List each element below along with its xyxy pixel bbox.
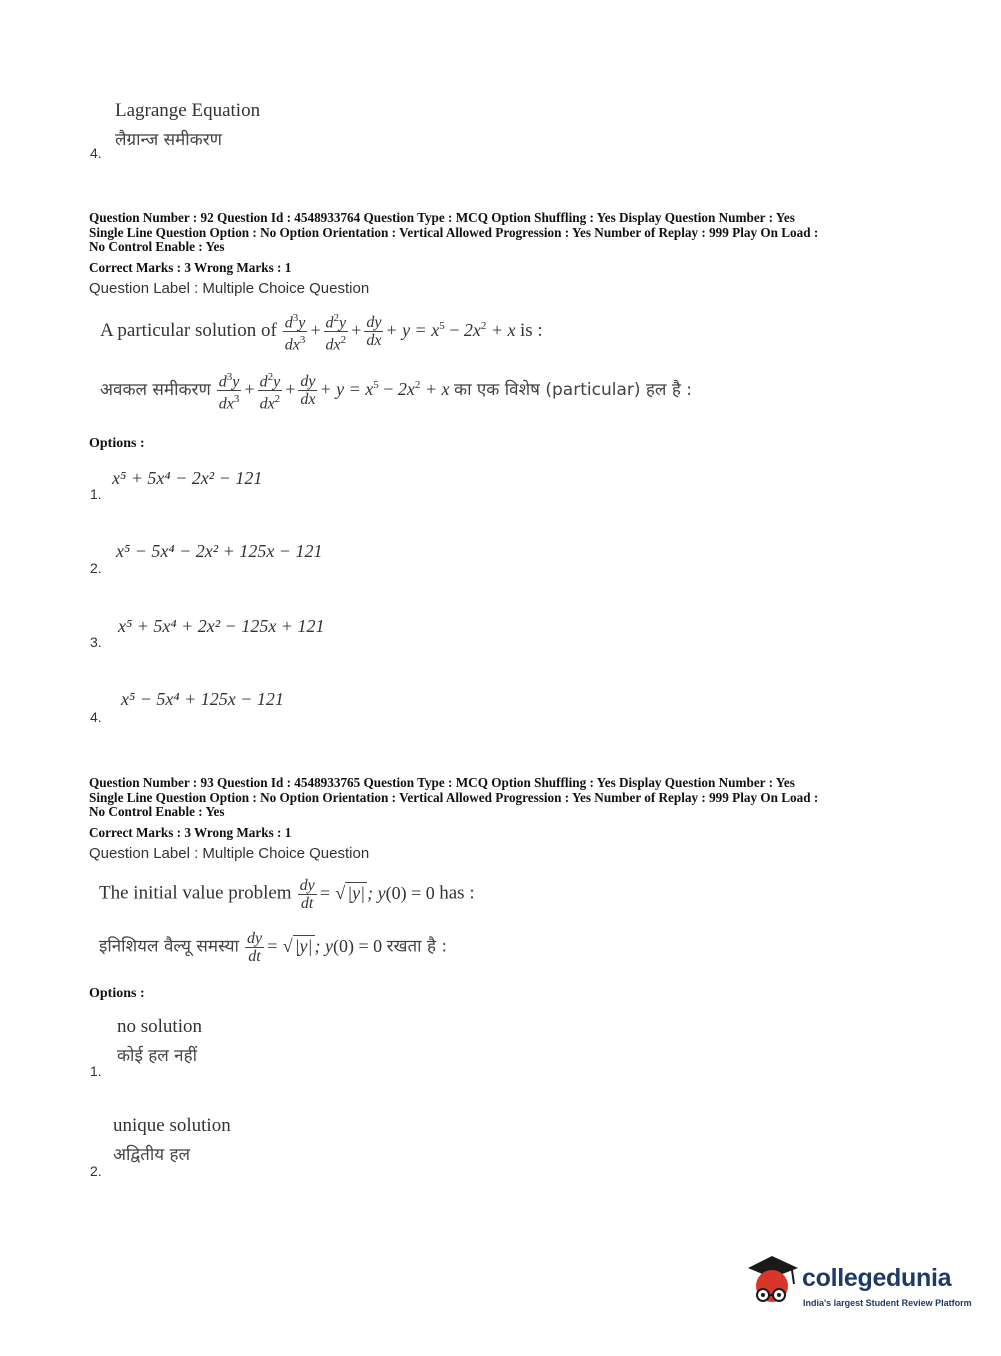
q93-option-1-number: 1. [90, 1063, 102, 1079]
collegedunia-logo [742, 1250, 972, 1320]
q93-options-header: Options : [89, 986, 145, 1001]
q92-options-header: Options : [89, 436, 145, 451]
q92-option-4-expr: x⁵ − 5x⁴ + 125x − 121 [121, 689, 284, 709]
q92-option-1-expr: x⁵ + 5x⁴ − 2x² − 121 [112, 468, 263, 488]
q93-equation: $\frac{dy}{dt}$ = √ |y| ; y(0) = 0 [299, 877, 435, 912]
q93-question-english [99, 877, 475, 912]
q92-option-3-number: 3. [90, 634, 102, 650]
q93-english-prefix: The initial value problem [99, 882, 292, 904]
prev-option-4-number: 4. [90, 145, 102, 161]
q92-option-2-expr: x⁵ − 5x⁴ − 2x² + 125x − 121 [116, 541, 323, 561]
q92-option-2-number: 2. [90, 560, 102, 576]
q93-option-2-english: unique solution [113, 1115, 231, 1136]
q93-option-1-hindi: कोई हल नहीं [117, 1046, 198, 1066]
q92-english-suffix: is : [520, 319, 543, 341]
q92-meta-line2: Single Line Question Option : No Option Orientation : Vertical Allowed Progression : Yes Number of Replay : 999 Play On Load : [89, 224, 819, 240]
q92-meta [89, 211, 919, 255]
q92-marks: Correct Marks : 3 Wrong Marks : 1 [89, 260, 292, 275]
prev-option-4-english: Lagrange Equation [115, 100, 261, 121]
q92-question-english [100, 310, 543, 354]
q92-hindi-prefix: अवकल समीकरण [100, 379, 211, 400]
q93-marks: Correct Marks : 3 Wrong Marks : 1 [89, 825, 292, 840]
q92-option-4-number: 4. [90, 709, 102, 725]
q92-question-label: Question Label : Multiple Choice Question [89, 280, 370, 297]
q92-equation-hindi: $\frac{d^3y}{dx^3}$ + $\frac{d^2y}{dx^2}$ + $\frac{dy}{dx}$ + $y = x^5 - 2x^2 + x$ [218, 371, 455, 413]
logo-brand: collegedunia [802, 1264, 952, 1292]
q92-equation: $\frac{d^3y}{dx^3}$ + $\frac{d^2y}{dx^2}$ + $\frac{dy}{dx}$ + $y = x^5 - 2x^2 + x$ [284, 312, 520, 354]
logo-tagline: India's largest Student Review Platform [803, 1298, 972, 1308]
q93-english-suffix: has : [439, 882, 475, 904]
q93-hindi-suffix: रखता है : [386, 936, 448, 957]
q92-meta-line1: Question Number : 92 Question Id : 4548933764 Question Type : MCQ Option Shuffling : Yes Display Question Number : Yes [89, 210, 795, 225]
q93-hindi-prefix: इनिशियल वैल्यू समस्या [99, 936, 239, 957]
q92-meta-line3: No Control Enable : Yes [89, 239, 225, 254]
q92-hindi-suffix: का एक विशेष (particular) हल है : [454, 379, 693, 400]
q93-meta [89, 776, 919, 820]
q93-meta-line1: Question Number : 93 Question Id : 4548933765 Question Type : MCQ Option Shuffling : Yes Display Question Number : Yes [89, 775, 795, 790]
q93-question-label: Question Label : Multiple Choice Question [89, 845, 370, 862]
q93-option-2-hindi: अद्वितीय हल [113, 1145, 191, 1165]
q93-question-hindi [99, 930, 447, 965]
q93-option-2-number: 2. [90, 1163, 102, 1179]
q93-equation-hindi: $\frac{dy}{dt}$ = √ |y| ; y(0) = 0 [246, 930, 383, 965]
q92-question-hindi [100, 369, 692, 413]
q93-option-1-english: no solution [117, 1016, 202, 1037]
prev-option-4-hindi: लैग्रान्ज समीकरण [115, 130, 222, 150]
q92-option-1-number: 1. [90, 486, 102, 502]
q92-english-prefix: A particular solution of [100, 319, 277, 341]
q92-option-3-expr: x⁵ + 5x⁴ + 2x² − 125x + 121 [118, 616, 325, 636]
q93-meta-line2: Single Line Question Option : No Option Orientation : Vertical Allowed Progression : Yes Number of Replay : 999 Play On Load : [89, 789, 819, 805]
q93-meta-line3: No Control Enable : Yes [89, 804, 225, 819]
mascot-icon [742, 1250, 802, 1320]
